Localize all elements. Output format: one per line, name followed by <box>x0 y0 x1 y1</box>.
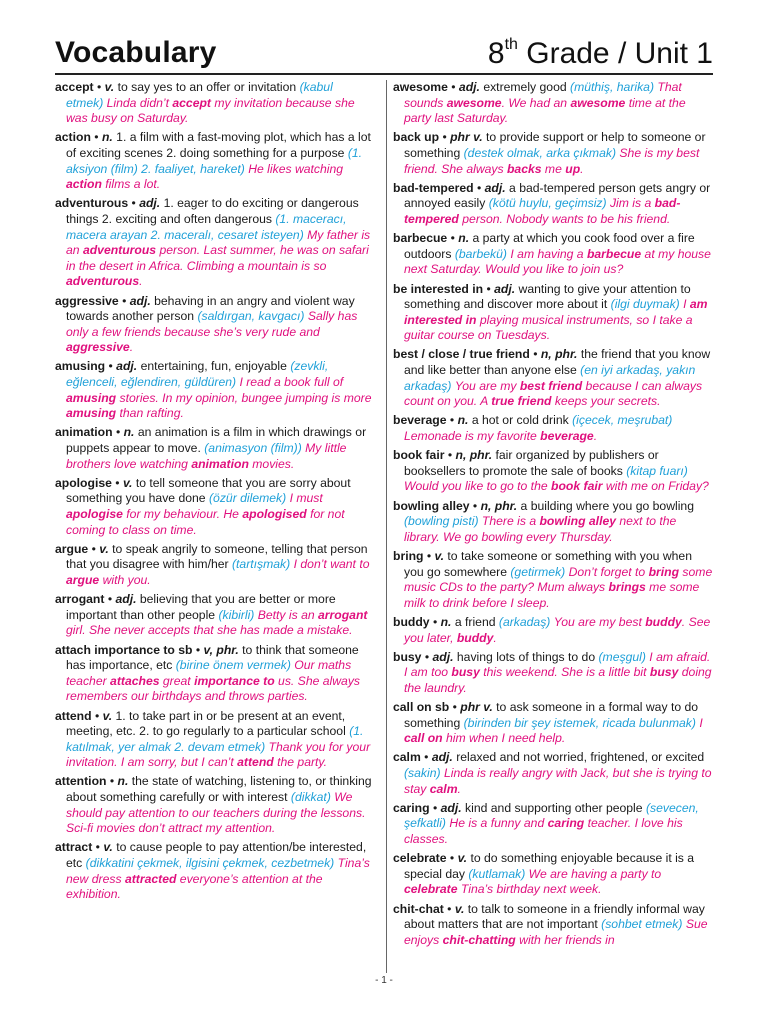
vocab-entry: back up • phr v. to provide support or help to someone or something (destek olmak, arka çıkmak) She is my best friend. She always backs me up. <box>393 130 706 176</box>
headword: calm <box>393 750 421 765</box>
definition: to talk to someone in a friendly informal way about matters that are not important <box>404 901 705 932</box>
headword: accept <box>55 80 94 94</box>
part-of-speech: v. <box>102 708 113 723</box>
example-sentence <box>404 429 597 443</box>
headword: attach importance to sb <box>55 642 193 657</box>
part-of-speech: v. <box>104 80 115 94</box>
vocab-entry: buddy • n. a friend (arkadaş) You are my best buddy. See you later, buddy. <box>393 614 711 645</box>
example-text: Betty is an <box>257 607 319 622</box>
turkish-translation: (ilgi duymak) <box>610 297 680 312</box>
turkish-translation: (meşgul) <box>598 649 646 664</box>
example-text: person. Nobody wants to be his friend. <box>458 211 671 226</box>
turkish-translation: (sohbet etmek) <box>601 917 683 932</box>
example-text: teacher. I love his classes. <box>404 816 683 847</box>
definition: the state of watching, listening to, or thinking about something carefully or with interest <box>66 774 372 805</box>
example-keyword: attracted <box>124 871 177 886</box>
part-of-speech: n. <box>101 130 113 145</box>
headword: beverage <box>393 413 447 428</box>
turkish-translation: (kitap fuarı) <box>626 463 688 478</box>
headword: adventurous <box>55 196 129 211</box>
definition: relaxed and not worried, frightened, or excited <box>456 750 705 765</box>
example-keyword: bowling alley <box>539 514 617 529</box>
example-keyword: argue <box>66 572 100 587</box>
part-of-speech: adj. <box>139 196 161 211</box>
headword: aggressive <box>55 293 119 308</box>
example-keyword: barbecue <box>586 246 642 261</box>
example-text: I read a book full of <box>239 375 344 390</box>
turkish-translation: (sakin) <box>404 766 441 781</box>
header-rule <box>55 73 713 75</box>
example-keyword: action <box>66 177 102 192</box>
turkish-translation: (kutlamak) <box>468 866 526 881</box>
example-text: I am afraid. I am too <box>404 649 711 680</box>
turkish-translation: (barbekü) <box>454 246 507 261</box>
definition: to speak angrily to someone, telling that person that you disagree with him/her <box>66 541 368 572</box>
turkish-translation: (1. aksiyon (film) 2. faaliyet, hareket) <box>66 145 363 176</box>
example-keyword: awesome <box>446 95 502 110</box>
example-keyword: am interested in <box>404 297 708 327</box>
example-text: Tina’s birthday next week. <box>457 882 602 897</box>
example-text: We are having a party to <box>528 866 662 881</box>
vocab-entry: attract • v. to cause people to pay attention/be interested, etc (dikkatini çekmek, ilgisini çekmek, cezbetmek) Tina’s new dress attracted everyone’s attention at the exhibition. <box>55 840 370 902</box>
example-text: person. Last summer, he was on safari in the desert in Africa. Climbing a mountain is so <box>66 243 369 273</box>
page-number: - 1 - <box>375 975 393 986</box>
vocab-entry: calm • adj. relaxed and not worried, frightened, or excited (sakin) Linda is really angry with Jack, but she is trying to stay calm. <box>393 750 712 796</box>
vocab-entry: be interested in • adj. wanting to give your attention to something and discover more about it (ilgi duymak) I am interested in playing musical instruments, so I take a guitar course on Tuesdays. <box>393 281 708 343</box>
definition: a party at which you cook food over a fire outdoors <box>404 231 695 261</box>
example-text: for my behaviour. He <box>122 507 243 521</box>
example-text: stories. In my opinion, bungee jumping is more <box>116 390 372 405</box>
example-keyword: buddy <box>456 630 494 645</box>
example-text: for not coming to class on time. <box>66 507 345 537</box>
turkish-translation: (kabul etmek) <box>66 80 333 110</box>
definition: a hot or cold drink <box>471 413 569 428</box>
definition: an animation is a film in which drawings or puppets appear to move. <box>66 425 367 456</box>
vocab-entry: amusing • adj. entertaining, fun, enjoyable (zevkli, eğlenceli, eğlendiren, güldüren) I read a book full of amusing stories. In my opinion, bungee jumping is more amusing than rafting. <box>55 359 372 421</box>
definition: 1. a film with a fast-moving plot, which has a lot of exciting scenes 2. doing something for a purpose <box>66 130 371 160</box>
example-text: because I can always count on you. A <box>404 378 703 409</box>
example-text: . <box>129 340 134 355</box>
part-of-speech: v. <box>99 541 109 556</box>
example-text: . <box>139 274 143 289</box>
example-text: That sounds <box>404 80 682 110</box>
part-of-speech: adj. <box>432 649 454 664</box>
column-divider <box>386 80 387 973</box>
definition: to tell someone that you are sorry about something you have done <box>66 475 351 506</box>
example-keyword: adventurous <box>82 243 157 258</box>
example-keyword: busy <box>649 665 679 680</box>
definition: a building where you go bowling <box>520 498 694 513</box>
turkish-translation: (özür dilemek) <box>208 491 287 506</box>
example-keyword: book fair <box>551 479 603 494</box>
example-keyword: accept <box>172 95 211 110</box>
example-sentence <box>66 96 355 126</box>
example-keyword: animation <box>191 456 249 471</box>
definition: behaving in an angry and violent way towards another person <box>66 293 355 324</box>
vocab-entry: argue • v. to speak angrily to someone, telling that person that you disagree with him/her (tartışmak) I don’t want to argue with you. <box>55 541 370 587</box>
headword: animation <box>55 425 113 440</box>
example-text: playing musical instruments, so I take a guitar course on Tuesdays. <box>404 312 693 343</box>
example-text: some music CDs to the party? Mum always <box>404 564 713 595</box>
example-keyword: attend <box>237 755 274 770</box>
example-keyword: up <box>565 161 581 176</box>
part-of-speech: n. <box>440 614 452 629</box>
part-of-speech: adj. <box>458 80 480 94</box>
example-text: Jim is a <box>609 196 655 211</box>
example-keyword: apologised <box>242 507 307 521</box>
page-title: Vocabulary <box>55 36 217 69</box>
example-text: me some milk to drink before I sleep. <box>404 580 700 610</box>
example-text: me <box>541 161 566 176</box>
headword: amusing <box>55 359 106 374</box>
grade-number: 8 <box>487 37 505 70</box>
example-text: . <box>580 161 584 176</box>
definition: kind and supporting other people <box>465 800 643 815</box>
turkish-translation: (birine önem vermek) <box>175 658 291 673</box>
example-text: My little brothers love watching <box>66 441 347 471</box>
headword: arrogant <box>55 592 105 607</box>
part-of-speech: adj. <box>431 750 453 765</box>
example-text: He is a funny and <box>449 816 548 831</box>
example-keyword: beverage <box>540 429 594 444</box>
example-text: Linda is really angry with Jack, but she is trying to stay <box>404 766 712 796</box>
vocab-entry: animation • n. an animation is a film in which drawings or puppets appear to move. (animasyon (film)) My little brothers love watching animation movies. <box>55 425 367 471</box>
example-keyword: celebrate <box>404 882 458 897</box>
example-text: than rafting. <box>116 406 184 421</box>
turkish-translation: (zevkli, eğlenceli, eğlendiren, güldüren) <box>66 359 329 390</box>
example-text: I am having a <box>510 246 587 261</box>
turkish-translation: (sevecen, şefkatli) <box>404 800 699 831</box>
example-text: next to the library. We go bowling every Thursday. <box>404 514 677 544</box>
definition: to say yes to an offer or invitation <box>117 80 297 94</box>
vocab-entry: beverage • n. a hot or cold drink (içecek, meşrubat) Lemonade is my favorite beverage. <box>393 413 673 444</box>
headword: awesome <box>393 80 448 94</box>
vocab-entry: best / close / true friend • n, phr. the friend that you know and like better than anyone else (en iyi arkadaş, yakın arkadaş) You are my best friend because I can always count on you. A true friend keeps your secrets. <box>393 347 711 409</box>
definition: entertaining, fun, enjoyable <box>140 359 287 374</box>
example-keyword: adventurous <box>66 274 140 289</box>
headword: buddy <box>393 614 430 629</box>
vocab-entry: book fair • n, phr. fair organized by publishers or booksellers to promote the sale of books (kitap fuarı) Would you like to go to the book fair with me on Friday? <box>393 448 709 494</box>
example-text: We should pay attention to our teachers during the lessons. Sci-fi movies don’t attract my attention. <box>66 790 366 836</box>
turkish-translation: (kötü huylu, geçimsiz) <box>488 196 607 211</box>
grade-unit-label <box>488 36 713 71</box>
example-keyword: attaches <box>110 673 160 688</box>
example-keyword: call on <box>404 731 443 746</box>
vocab-entry: celebrate • v. to do something enjoyable because it is a special day (kutlamak) We are having a party to celebrate Tina’s birthday next week. <box>393 851 695 897</box>
part-of-speech: adj. <box>129 293 151 308</box>
example-text: There is a <box>481 514 540 529</box>
definition: the friend that you know and like better than anyone else <box>404 347 711 378</box>
page-header <box>55 36 713 72</box>
vocab-entry: busy • adj. having lots of things to do (meşgul) I am afraid. I am too busy this weekend. She is a little bit busy doing the laundry. <box>393 649 712 695</box>
vocab-entry: arrogant • adj. believing that you are better or more important than other people (kibirli) Betty is an arrogant girl. She never accepts that she has made a mistake. <box>55 592 368 638</box>
turkish-translation: (getirmek) <box>510 564 566 579</box>
definition: having lots of things to do <box>456 649 596 664</box>
example-keyword: amusing <box>66 390 117 405</box>
example-text: I must <box>289 491 323 506</box>
example-text: Don’t forget to <box>568 564 649 579</box>
example-text: . <box>493 630 497 645</box>
example-text: Would you like to go to the <box>404 479 552 494</box>
definition: a friend <box>454 614 496 629</box>
vocab-entry: call on sb • phr v. to ask someone in a formal way to do something (birinden bir şey istemek, ricada bulunmak) I call on him when I need help. <box>393 700 703 746</box>
example-text: with me on Friday? <box>602 479 709 494</box>
turkish-translation: (destek olmak, arka çıkmak) <box>463 145 617 160</box>
part-of-speech: adj. <box>116 359 138 374</box>
example-text: I <box>683 297 690 312</box>
vocab-entry: aggressive • adj. behaving in an angry and violent way towards another person (saldırgan, kavgacı) Sally has only a few friends because she’s very rude and aggressive. <box>55 293 358 355</box>
headword: bad-tempered <box>393 180 474 195</box>
example-sentence <box>404 479 709 493</box>
example-keyword: apologise <box>66 507 123 521</box>
part-of-speech: n. <box>117 774 129 789</box>
example-text: everyone’s attention at the exhibition. <box>66 871 323 902</box>
example-text: . <box>593 429 598 444</box>
vocab-entry: attach importance to sb • v, phr. to think that someone has importance, etc (birine önem vermek) Our maths teacher attaches great importance to us. She always remembers our birthdays and throws parties. <box>55 642 361 704</box>
vocab-entry: chit-chat • v. to talk to someone in a friendly informal way about matters that are not important (sohbet etmek) Sue enjoys chit-chatting with her friends in <box>393 901 708 947</box>
headword: caring <box>393 800 430 815</box>
example-keyword: buddy <box>645 614 682 629</box>
example-keyword: amusing <box>66 406 117 421</box>
example-sentence <box>404 816 683 846</box>
turkish-translation: (içecek, meşrubat) <box>572 413 673 428</box>
headword: attention <box>55 774 107 789</box>
example-text: him when I need help. <box>442 731 566 746</box>
example-text: . <box>457 781 461 796</box>
headword: argue <box>55 541 89 556</box>
turkish-translation: (1. maceracı, macera arayan 2. maceralı, cesaret isteyen) <box>66 211 347 242</box>
part-of-speech: v. <box>103 840 113 855</box>
turkish-translation: (bowling pisti) <box>404 514 479 529</box>
part-of-speech: adj. <box>494 281 516 296</box>
headword: chit-chat <box>393 901 444 916</box>
example-keyword: chit-chatting <box>442 932 516 947</box>
example-text: Linda didn’t <box>106 95 173 110</box>
part-of-speech: v. <box>122 475 133 490</box>
headword: busy <box>393 649 422 664</box>
definition: believing that you are better or more important than other people <box>66 592 336 622</box>
headword: barbecue <box>393 231 448 246</box>
vocab-entry: accept • v. to say yes to an offer or invitation (kabul etmek) Linda didn’t accept my invitation because she was busy on Saturday. <box>55 80 355 126</box>
example-keyword: awesome <box>570 95 626 110</box>
example-text: with her friends in <box>515 932 615 947</box>
example-text: at my house next Saturday. Would you like to join us? <box>404 246 711 277</box>
example-keyword: bring <box>648 564 680 579</box>
definition: to cause people to pay attention/be interested, etc <box>66 840 367 871</box>
example-text: Thank you for your invitation. I am sorry, but I can’t <box>66 739 371 770</box>
vocab-entry: barbecue • n. a party at which you cook food over a fire outdoors (barbekü) I am having a barbecue at my house next Saturday. Would you like to join us? <box>393 231 711 277</box>
example-sentence <box>404 766 712 796</box>
example-text: . We had an <box>501 95 571 110</box>
vocab-entry: bowling alley • n, phr. a building where you go bowling (bowling pisti) There is a bowling alley next to the library. We go bowling every Thursday. <box>393 498 694 544</box>
turkish-translation: (en iyi arkadaş, yakın arkadaş) <box>404 363 696 393</box>
part-of-speech: n, phr. <box>480 498 518 513</box>
example-text: She is my best friend. She always <box>404 145 700 176</box>
vocab-entry: apologise • v. to tell someone that you are sorry about something you have done (özür dilemek) I must apologise for my behaviour. He apologised for not coming to class on time. <box>55 475 351 537</box>
turkish-translation: (tartışmak) <box>231 557 291 572</box>
turkish-translation: (dikkat) <box>290 790 331 805</box>
headword: bowling alley <box>393 498 470 513</box>
example-text: my invitation because she was busy on Saturday. <box>66 95 355 126</box>
example-keyword: bad-tempered <box>404 196 681 226</box>
example-text: time at the party last Saturday. <box>404 95 686 126</box>
example-text: films a lot. <box>101 177 161 192</box>
definition: 1. eager to do exciting or dangerous things 2. exciting and often dangerous <box>66 196 359 226</box>
part-of-speech: v. <box>457 851 468 866</box>
definition: to take someone or something with you when you go somewhere <box>404 548 692 579</box>
part-of-speech: v. <box>454 901 465 916</box>
example-text: My father is an <box>66 227 371 258</box>
headword: bring <box>393 548 424 563</box>
part-of-speech: adj. <box>115 592 137 607</box>
left-column <box>55 80 373 980</box>
right-column <box>393 80 713 980</box>
example-keyword: busy <box>451 665 480 680</box>
example-text: movies. <box>248 456 295 471</box>
example-text: Lemonade is my favorite <box>404 429 541 444</box>
example-text: with you. <box>99 572 151 587</box>
turkish-translation: (animasyon (film)) <box>204 441 302 456</box>
part-of-speech: adj. <box>440 800 462 815</box>
example-text: I <box>699 715 703 730</box>
example-text: this weekend. She is a little bit <box>479 665 650 680</box>
part-of-speech: n, phr. <box>455 448 493 463</box>
turkish-translation: (müthiş, harika) <box>570 80 655 94</box>
example-keyword: arrogant <box>318 607 368 622</box>
headword: call on sb <box>393 700 450 715</box>
part-of-speech: n. <box>458 231 470 246</box>
headword: best / close / true friend <box>393 347 530 362</box>
turkish-translation: (kibirli) <box>218 607 255 622</box>
definition: 1. to take part in or be present at an event, meeting, etc. 2. to go regularly to a particular school <box>66 708 346 739</box>
example-text: You are my <box>454 378 520 393</box>
example-keyword: brings <box>608 580 646 595</box>
example-keyword: backs <box>506 161 542 176</box>
example-text: Sally has only a few friends because she’s very rude and <box>66 309 358 339</box>
example-text: the party. <box>273 755 328 770</box>
headword: book fair <box>393 448 445 463</box>
part-of-speech: n, phr. <box>540 347 578 362</box>
headword: celebrate <box>393 851 447 866</box>
example-text: us. She always remembers our birthdays and throws parties. <box>66 673 361 704</box>
definition: a bad-tempered person gets angry or annoyed easily <box>404 180 711 211</box>
example-keyword: aggressive <box>66 340 130 355</box>
example-keyword: caring <box>547 816 585 831</box>
part-of-speech: phr v. <box>450 130 483 145</box>
vocab-entry: caring • adj. kind and supporting other people (sevecen, şefkatli) He is a funny and caring teacher. I love his classes. <box>393 800 699 847</box>
example-sentence <box>404 247 711 277</box>
vocab-entry: bad-tempered • adj. a bad-tempered person gets angry or annoyed easily (kötü huylu, geçimsiz) Jim is a bad-tempered person. Nobody wants to be his friend. <box>393 180 711 226</box>
example-text: . See you later, <box>404 614 711 645</box>
definition: wanting to give your attention to something and discover more about it <box>404 281 691 312</box>
vocab-entry: awesome • adj. extremely good (müthiş, harika) That sounds awesome. We had an awesome time at the party last Saturday. <box>393 80 686 126</box>
example-text: He likes watching <box>248 161 344 176</box>
turkish-translation: (saldırgan, kavgacı) <box>197 309 305 324</box>
definition: to ask someone in a formal way to do something <box>404 700 699 730</box>
definition: fair organized by publishers or booksellers to promote the sale of books <box>404 448 659 478</box>
vocab-entry: attention • n. the state of watching, listening to, or thinking about something carefully or with interest (dikkat) We should pay attention to our teachers during the lessons. Sci-fi movies don’t attract my attention. <box>55 774 372 836</box>
headword: apologise <box>55 475 112 490</box>
definition: to provide support or help to someone or something <box>404 130 706 160</box>
headword: back up <box>393 130 440 145</box>
turkish-translation: (arkadaş) <box>498 614 551 629</box>
example-text: girl. She never accepts that she has made a mistake. <box>66 623 353 638</box>
example-text: keeps your secrets. <box>551 394 661 409</box>
example-keyword: importance to <box>194 673 275 688</box>
example-keyword: calm <box>429 781 458 796</box>
example-text: doing the laundry. <box>404 665 712 695</box>
headword: action <box>55 130 91 145</box>
vocab-entry: adventurous • adj. 1. eager to do exciting or dangerous things 2. exciting and often dangerous (1. maceracı, macera arayan 2. maceralı, cesaret isteyen) My father is an adventurous person. Last summer, he was on safari in the desert in Africa. Climbing a mountain is so adventurous. <box>55 196 371 289</box>
grade-unit-text: Grade / Unit 1 <box>517 37 713 70</box>
example-keyword: true friend <box>491 394 552 409</box>
part-of-speech: phr v. <box>460 700 493 715</box>
turkish-translation: (1. katılmak, yer almak 2. devam etmek) <box>66 724 364 754</box>
example-text: I don’t want to <box>293 557 370 572</box>
definition: to think that someone has importance, etc <box>66 642 359 673</box>
vocab-entry: attend • v. 1. to take part in or be present at an event, meeting, etc. 2. to go regularly to a particular school (1. katılmak, yer almak 2. devam etmek) Thank you for your invitation. I am sorry, but I can’t attend the party. <box>55 708 371 770</box>
part-of-speech: v, phr. <box>203 642 239 657</box>
definition: extremely good <box>483 80 567 94</box>
part-of-speech: v. <box>434 548 445 563</box>
part-of-speech: n. <box>123 425 135 440</box>
part-of-speech: adj. <box>484 180 506 195</box>
definition: to do something enjoyable because it is a special day <box>404 851 695 881</box>
example-text: Tina’s new dress <box>66 856 370 886</box>
example-text: great <box>159 673 195 688</box>
turkish-translation: (birinden bir şey istemek, ricada bulunmak) <box>463 715 696 730</box>
vocab-entry: action • n. 1. a film with a fast-moving plot, which has a lot of exciting scenes 2. doing something for a purpose (1. aksiyon (film) 2. faaliyet, hareket) He likes watching action films a lot. <box>55 130 371 192</box>
turkish-translation: (dikkatini çekmek, ilgisini çekmek, cezbetmek) <box>85 856 335 871</box>
example-text: Our maths teacher <box>66 658 352 688</box>
headword: attend <box>55 708 92 723</box>
part-of-speech: n. <box>457 413 469 428</box>
headword: attract <box>55 840 93 855</box>
example-keyword: best friend <box>519 378 583 393</box>
vocab-entry: bring • v. to take someone or something with you when you go somewhere (getirmek) Don’t forget to bring some music CDs to the party? Mum always brings me some milk to drink before I sleep. <box>393 548 713 610</box>
grade-suffix: th <box>504 36 518 53</box>
example-text: You are my best <box>553 614 646 629</box>
headword: be interested in <box>393 281 484 296</box>
example-text: Sue enjoys <box>404 917 708 947</box>
